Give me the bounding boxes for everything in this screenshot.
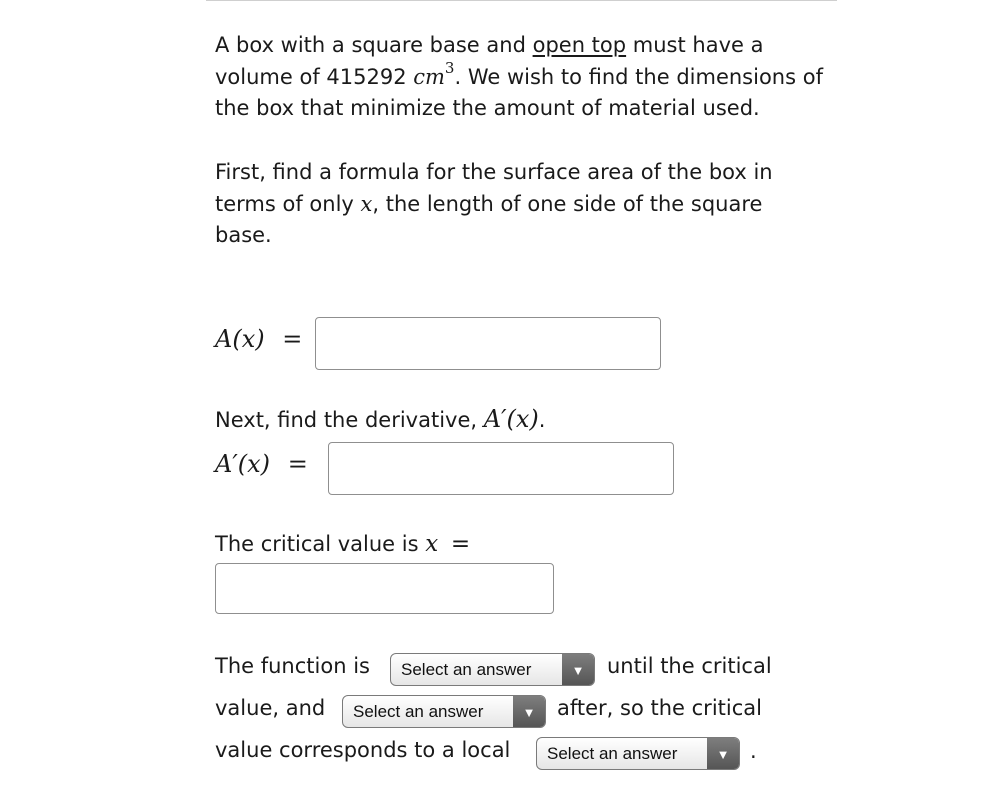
derivative-symbol: A′(x) (483, 405, 539, 433)
problem-intro (215, 30, 840, 125)
conclusion-line2-start (215, 693, 325, 725)
dropdown-arrow-icon: ▼ (707, 738, 739, 769)
step1-text-1: First, find a formula for the surface area of the box in terms of only (215, 160, 773, 216)
conclusion-text-1: The function is (215, 654, 370, 678)
dropdown-arrow-icon: ▼ (562, 654, 594, 685)
conclusion-text-2: until the critical (607, 654, 772, 678)
final-period: . (750, 739, 757, 763)
conclusion-line1-start (215, 651, 370, 683)
conclusion-line2-end (557, 693, 762, 725)
intro-text-3: . We wish to find the dimensions of the box that minimize the amount of material used. (215, 64, 823, 120)
derivative-prompt (215, 404, 545, 437)
intro-text-2: must have a volume of 415292 (215, 33, 764, 89)
select-label: Select an answer (353, 702, 484, 721)
critical-text: The critical value is (215, 532, 426, 556)
conclusion-line3-start (215, 735, 510, 767)
conclusion-text-3: value, and (215, 696, 326, 720)
dropdown-arrow-icon: ▼ (513, 696, 545, 727)
derivative-label (215, 450, 308, 478)
derivative-function: A′(x) (215, 450, 271, 478)
critical-var: x (425, 531, 439, 557)
behavior-after-select[interactable] (342, 695, 546, 728)
intro-text-1: A box with a square base and (215, 33, 533, 57)
extremum-type-select[interactable] (536, 737, 740, 770)
area-label (215, 325, 302, 353)
conclusion-line1-end (607, 651, 772, 683)
derivative-input[interactable] (328, 442, 674, 495)
critical-equals: = (450, 531, 471, 557)
top-divider (206, 0, 837, 1)
conclusion-text-5: value corresponds to a local (215, 738, 511, 762)
area-input[interactable] (315, 317, 661, 370)
select-label: Select an answer (401, 660, 532, 679)
step1-instruction (215, 157, 825, 252)
critical-input[interactable] (215, 563, 554, 614)
open-top-link[interactable]: open top (532, 33, 627, 57)
step1-text-2: , the length of one side of the square base. (215, 191, 763, 247)
area-equals: = (282, 325, 303, 353)
select-label: Select an answer (547, 744, 678, 763)
area-function: A(x) (215, 325, 265, 353)
conclusion-text-4: after, so the critical (557, 696, 762, 720)
critical-label (215, 529, 470, 561)
var-x: x (360, 191, 373, 216)
unit-exponent: 3 (444, 58, 455, 77)
derivative-equals: = (287, 450, 308, 478)
unit-cm: cm (413, 64, 445, 89)
behavior-before-select[interactable] (390, 653, 595, 686)
derivative-period: . (538, 408, 546, 432)
derivative-prompt-text: Next, find the derivative, (215, 408, 484, 432)
